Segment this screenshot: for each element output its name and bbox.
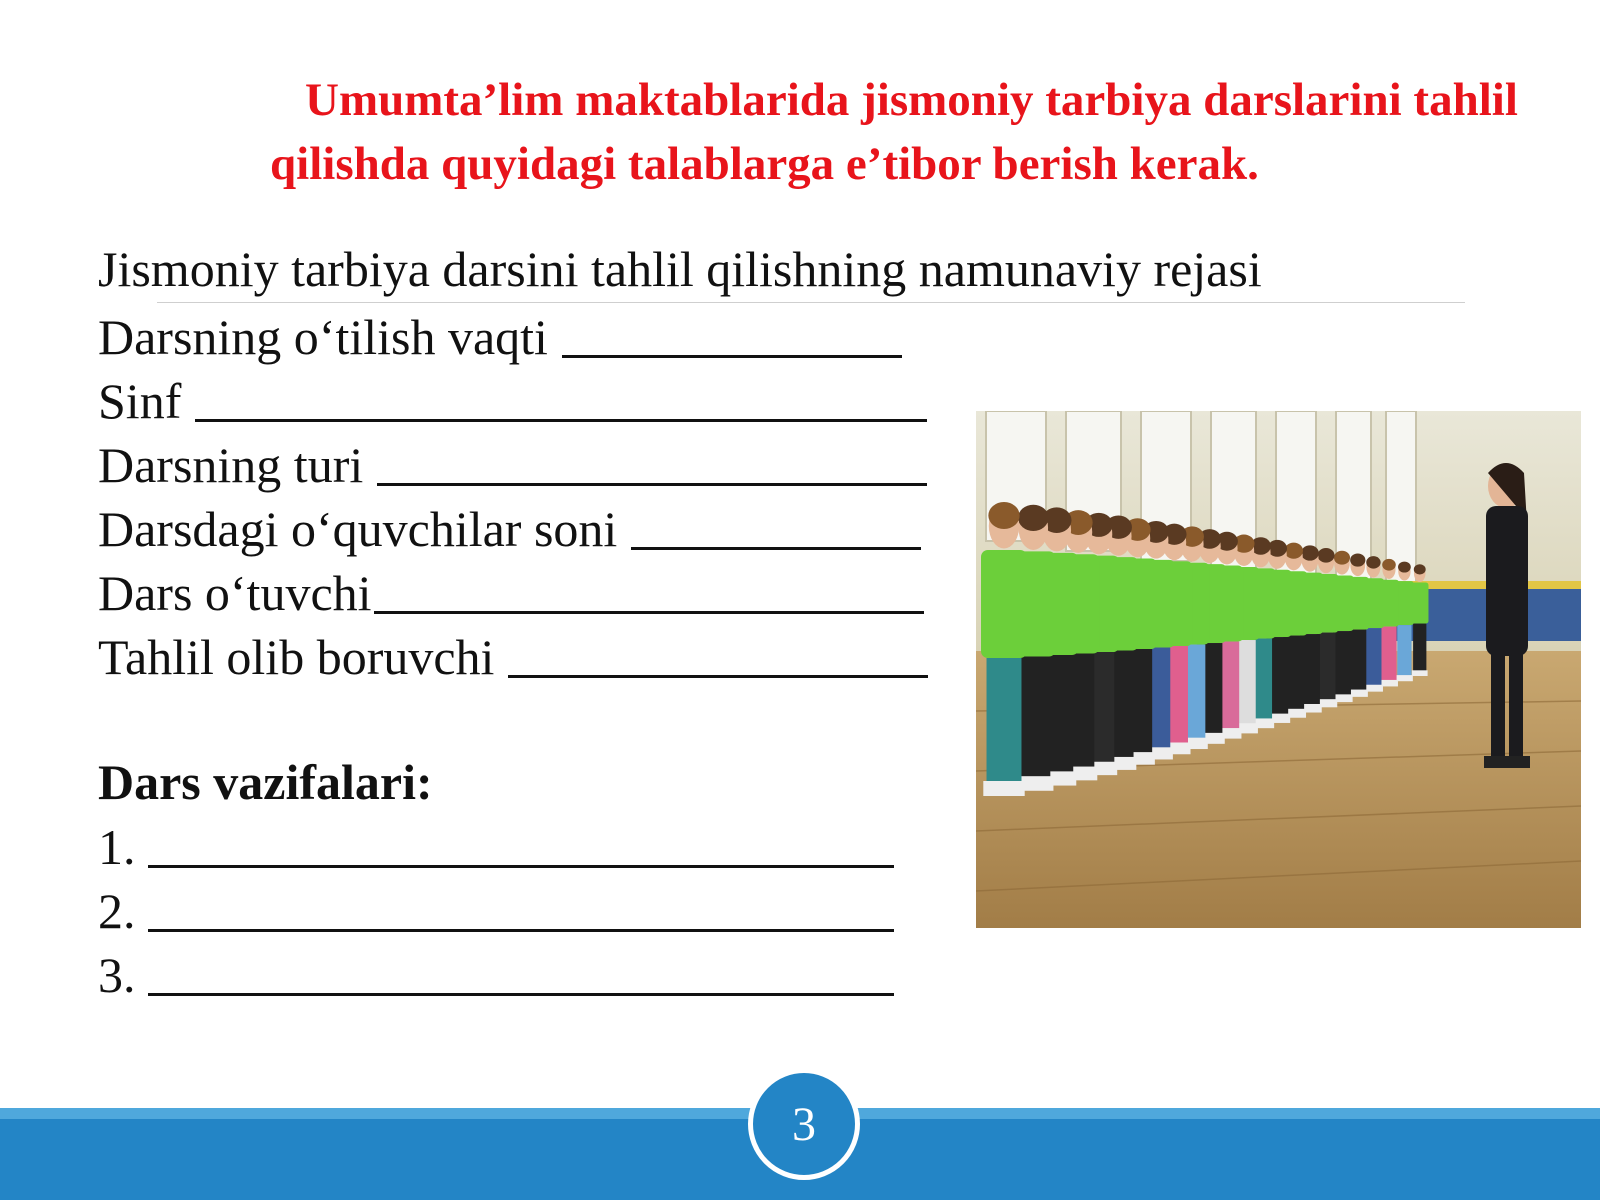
blank-field: [195, 379, 927, 422]
form-row-teacher: [98, 561, 978, 625]
page-number: 3: [792, 1097, 816, 1151]
page-number-badge: [748, 1068, 860, 1180]
form-row-analyst: [98, 625, 978, 689]
task-item: [98, 943, 894, 1007]
blank-field: [508, 635, 928, 678]
slide-title-line2: qilishda quyidagi talablarga e’tibor berish kerak.: [270, 138, 1259, 190]
slide-title: [150, 68, 1530, 196]
blank-field: [631, 507, 921, 550]
lesson-form: [98, 305, 978, 689]
task-item: [98, 815, 894, 879]
form-label-type: Darsning turi: [98, 437, 364, 493]
form-label-time: Darsning o‘tilish vaqti: [98, 309, 548, 365]
task-number: 2.: [98, 883, 136, 939]
form-row-students: [98, 497, 978, 561]
blank-field: [377, 443, 927, 486]
task-item: [98, 879, 894, 943]
form-label-teacher: Dars o‘tuvchi: [98, 565, 372, 621]
form-label-students: Darsdagi o‘quvchilar soni: [98, 501, 618, 557]
tasks-title: Dars vazifalari:: [98, 754, 433, 810]
blank-field: [148, 825, 894, 868]
form-row-class: [98, 369, 978, 433]
blank-field: [148, 953, 894, 996]
task-number: 1.: [98, 819, 136, 875]
blank-field: [148, 889, 894, 932]
form-row-time: [98, 305, 978, 369]
plan-heading: Jismoniy tarbiya darsini tahlil qilishning namunaviy rejasi: [98, 241, 1262, 297]
blank-field: [562, 315, 902, 358]
tasks-list: [98, 815, 894, 1007]
form-row-type: [98, 433, 978, 497]
form-label-analyst: Tahlil olib boruvchi: [98, 629, 495, 685]
heading-underline: [157, 302, 1465, 303]
gym-lineup-photo: [976, 411, 1581, 928]
blank-field: [374, 571, 924, 614]
slide-title-line1: Umumta’lim maktablarida jismoniy tarbiya darslarini tahlil: [305, 74, 1518, 126]
task-number: 3.: [98, 947, 136, 1003]
form-label-class: Sinf: [98, 373, 182, 429]
